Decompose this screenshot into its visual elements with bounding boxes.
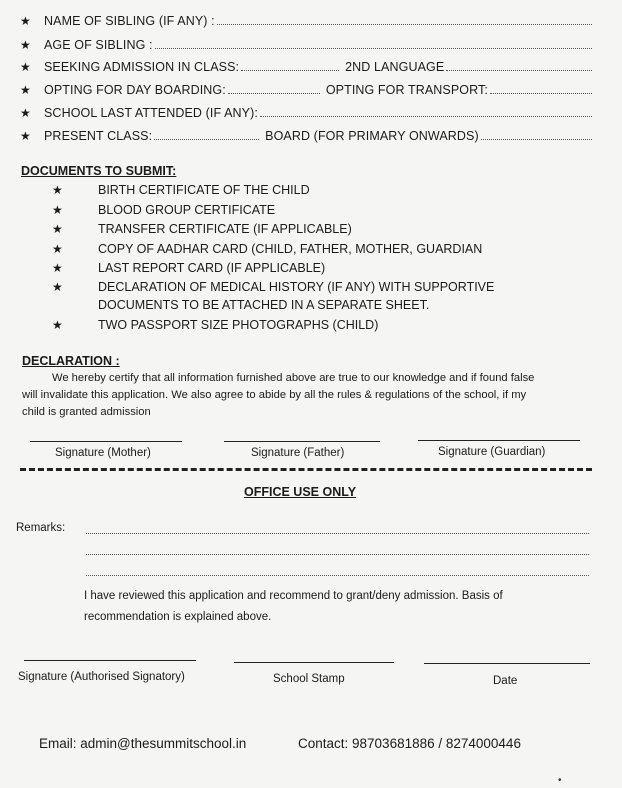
sibling-name-blank — [217, 20, 592, 25]
second-language-label: 2ND LANGUAGE — [345, 60, 445, 74]
footer-contact: Contact: 98703681886 / 8274000446 — [298, 736, 521, 751]
sibling-name-label: NAME OF SIBLING (IF ANY) : — [44, 14, 215, 28]
star-icon: ★ — [20, 83, 31, 97]
father-signature-label: Signature (Father) — [251, 447, 345, 459]
present-class-blank — [154, 135, 259, 140]
star-icon: ★ — [20, 14, 31, 28]
declaration-line: will invalidate this application. We also agree to abide by all the rules & regulations of the school, if my — [22, 389, 527, 401]
cut-divider — [20, 468, 592, 471]
star-icon: ★ — [20, 106, 31, 120]
documents-heading: DOCUMENTS TO SUBMIT: — [21, 164, 177, 178]
day-boarding-label: OPTING FOR DAY BOARDING: — [44, 83, 226, 97]
document-label: BLOOD GROUP CERTIFICATE — [98, 203, 276, 217]
document-label: TWO PASSPORT SIZE PHOTOGRAPHS (CHILD) — [98, 318, 379, 332]
remarks-label: Remarks: — [16, 522, 66, 534]
transport-blank — [490, 89, 592, 94]
board-label: BOARD (FOR PRIMARY ONWARDS) — [265, 129, 479, 143]
office-use-heading: OFFICE USE ONLY — [244, 485, 357, 499]
field-seeking-admission — [20, 54, 594, 74]
document-item — [52, 203, 275, 217]
field-school-last — [20, 100, 594, 120]
star-icon: ★ — [52, 318, 63, 332]
speck-mark: • — [558, 775, 562, 786]
stamp-line — [234, 662, 394, 663]
field-boarding-transport — [20, 77, 594, 97]
star-icon: ★ — [52, 222, 63, 236]
mother-signature-line — [30, 441, 182, 442]
day-boarding-blank — [228, 89, 320, 94]
star-icon: ★ — [20, 38, 31, 52]
declaration-line: child is granted admission — [22, 406, 151, 418]
second-language-blank — [446, 66, 592, 71]
document-item — [52, 183, 310, 197]
field-sibling-age — [20, 32, 594, 52]
review-line: I have reviewed this application and recommend to grant/deny admission. Basis of — [84, 590, 503, 602]
footer-email: Email: admin@thesummitschool.in — [39, 736, 247, 751]
document-label: BIRTH CERTIFICATE OF THE CHILD — [98, 183, 310, 197]
document-item — [52, 318, 378, 332]
document-label: TRANSFER CERTIFICATE (IF APPLICABLE) — [98, 222, 352, 236]
star-icon: ★ — [52, 183, 63, 197]
review-line: recommendation is explained above. — [84, 611, 272, 623]
star-icon: ★ — [20, 129, 31, 143]
star-icon: ★ — [20, 60, 31, 74]
document-label: COPY OF AADHAR CARD (CHILD, FATHER, MOTHER, GUARDIAN — [98, 242, 483, 256]
review-statement — [84, 586, 584, 628]
star-icon: ★ — [52, 242, 63, 256]
sibling-age-label: AGE OF SIBLING : — [44, 38, 153, 52]
guardian-signature-label: Signature (Guardian) — [438, 446, 546, 458]
authorised-signature-label: Signature (Authorised Signatory) — [18, 671, 185, 683]
sibling-age-blank — [155, 44, 592, 49]
document-item-continued — [98, 298, 429, 312]
document-item — [52, 242, 482, 256]
father-signature-line — [224, 441, 380, 442]
star-icon: ★ — [52, 261, 63, 275]
declaration-heading: DECLARATION : — [22, 354, 120, 368]
present-class-label: PRESENT CLASS: — [44, 129, 153, 143]
remarks-line — [86, 554, 589, 555]
guardian-signature-line — [418, 440, 580, 441]
document-item — [52, 280, 494, 294]
school-last-label: SCHOOL LAST ATTENDED (IF ANY): — [44, 106, 258, 120]
school-last-blank — [260, 112, 592, 117]
seeking-admission-label: SEEKING ADMISSION IN CLASS: — [44, 60, 240, 74]
transport-label: OPTING FOR TRANSPORT: — [325, 83, 488, 97]
date-line — [424, 663, 590, 664]
document-label: DECLARATION OF MEDICAL HISTORY (IF ANY) WITH SUPPORTIVE — [98, 280, 495, 294]
field-sibling-name — [20, 8, 594, 28]
document-item — [52, 261, 325, 275]
school-stamp-label: School Stamp — [273, 673, 345, 685]
declaration-line: We hereby certify that all information furnished above are true to our knowledge and if found false — [52, 372, 535, 384]
date-label: Date — [493, 675, 518, 687]
document-label: LAST REPORT CARD (IF APPLICABLE) — [98, 261, 326, 275]
remarks-line — [86, 533, 589, 534]
remarks-line — [86, 575, 589, 576]
board-blank — [481, 135, 592, 140]
star-icon: ★ — [52, 203, 63, 217]
declaration-text — [22, 370, 596, 421]
document-label: DOCUMENTS TO BE ATTACHED IN A SEPARATE SHEET. — [98, 298, 430, 312]
document-item — [52, 222, 352, 236]
authorised-signature-line — [24, 660, 196, 661]
mother-signature-label: Signature (Mother) — [55, 447, 151, 459]
star-icon: ★ — [52, 280, 63, 294]
class-blank — [241, 66, 339, 71]
field-present-class — [20, 123, 594, 143]
